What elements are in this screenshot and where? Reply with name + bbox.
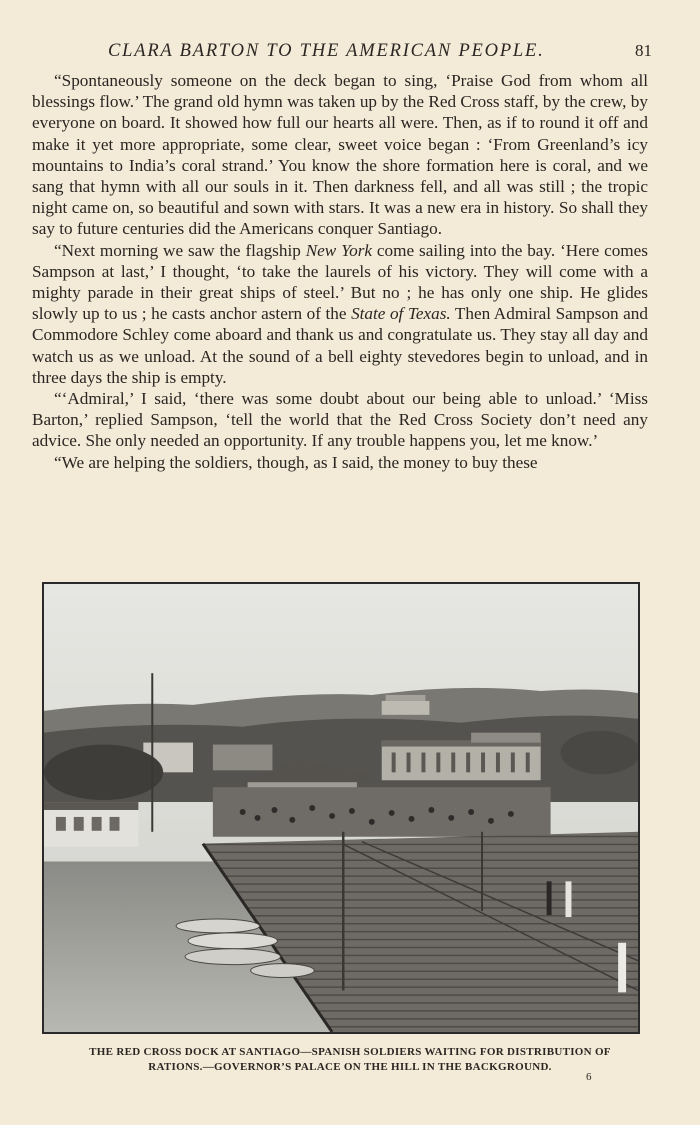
italic-text: State of Texas. xyxy=(351,304,451,324)
page-number: 81 xyxy=(635,41,652,60)
running-title: CLARA BARTON TO THE AMERICAN PEOPLE. xyxy=(108,40,545,61)
paragraph-text: “Next morning we saw the flagship xyxy=(54,240,306,260)
paragraph xyxy=(32,452,648,473)
body-text xyxy=(32,70,648,473)
running-header xyxy=(88,38,652,64)
paragraph-text: Then Admiral Sampson and Commodore Schley come aboard and thank us and congratulate us. They stay all day and watch us as we unload. At the sound of a bell eighty stevedores begin to unload, and in three days the ship is empty. xyxy=(32,304,648,387)
paragraph-text: come sailing into the bay. ‘Here comes Sampson at last,’ I thought, ‘to take the laurels of his victory. They will come with a mighty parade in their great ships of steel.’ But no ; he has only one ship. He glides slowly up to us ; he casts anchor astern of the xyxy=(32,240,648,324)
italic-text: New York xyxy=(305,240,373,260)
paragraph-text: “Spontaneously someone on the deck began to sing, ‘Praise God from whom all blessings flow.’ The grand old hymn was taken up by the Red Cross staff, by the crew, by everyone on board. It showed how full our hearts all were. Then, as if to round it off and make it yet more appropriate, some clear, sweet voice began : ‘From Greenland’s icy mountains to India’s coral strand.’ You know the shore formation here is coral, and we sang that hymn with all our souls in it. Then darkness fell, and all was still ; the tropic night came on, so beautiful and sown with stars. It was a new era in history. So shall they say to future centuries did the Americans conquer Santiago. xyxy=(32,71,648,239)
paragraph xyxy=(32,70,648,240)
photograph-red-cross-dock xyxy=(42,582,640,1034)
figure-caption xyxy=(40,1045,660,1075)
paragraph xyxy=(32,388,648,452)
caption-line-2: RATIONS.—GOVERNOR’S PALACE ON THE HILL IN THE BACKGROUND. xyxy=(148,1061,552,1073)
paragraph-text: “‘Admiral,’ I said, ‘there was some doubt about our being able to unload.’ ‘Miss Barton,’ replied Sampson, ‘tell the world that the Red Cross Society don’t need any advice. She only needed an opportunity. If any trouble happens you, let me know.’ xyxy=(32,389,648,451)
signature-mark: 6 xyxy=(586,1071,592,1083)
paragraph xyxy=(32,240,648,388)
caption-line-1: THE RED CROSS DOCK AT SANTIAGO—SPANISH SOLDIERS WAITING FOR DISTRIBUTION OF xyxy=(89,1046,611,1058)
dock-photo-illustration xyxy=(44,584,638,1032)
paragraph-text: “We are helping the soldiers, though, as I said, the money to buy these xyxy=(54,452,538,472)
